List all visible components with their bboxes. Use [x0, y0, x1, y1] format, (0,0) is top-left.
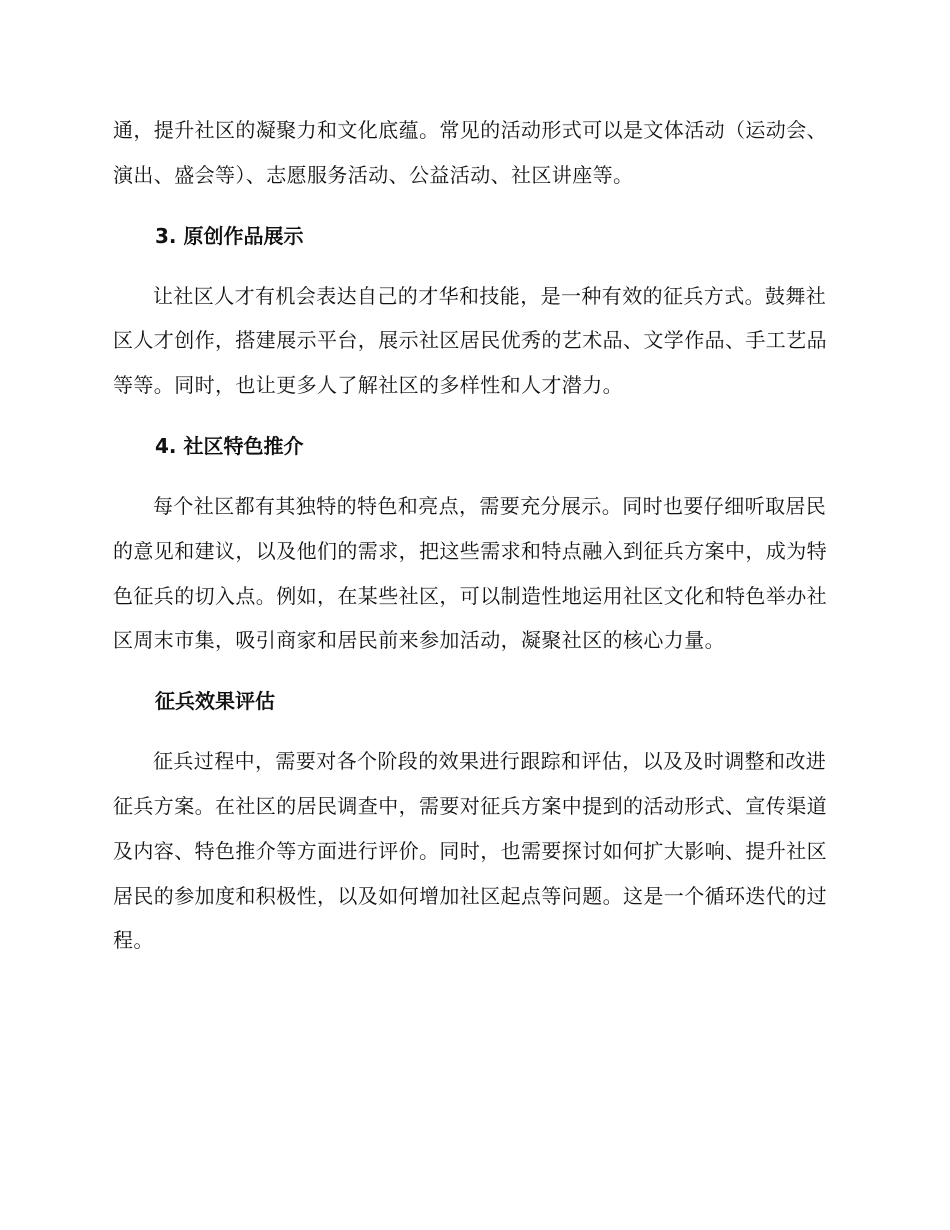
spacer — [113, 729, 835, 739]
heading-recruitment-evaluation: 征兵效果评估 — [155, 689, 275, 714]
paragraph-recruitment-evaluation: 征兵过程中，需要对各个阶段的效果进行跟踪和评估，以及及时调整和改进征兵方案。在社区的居民调查中，需要对征兵方案中提到的活动形式、宣传渠道及内容、特色推介等方面进行评价。同时，也需要探讨如何扩大影响、提升社区居民的参加度和积极性，以及如何增加社区起点等问题。这是一个循环迭代的过程。 — [113, 749, 827, 953]
spacer — [113, 474, 835, 484]
spacer — [113, 264, 835, 274]
spacer — [113, 198, 835, 208]
paragraph-original-works: 让社区人才有机会表达自己的才华和技能，是一种有效的征兵方式。鼓舞社区人才创作，搭建展示平台，展示社区居民优秀的艺术品、文学作品、手工艺品等等。同时，也让更多人了解社区的多样性和人才潜力。 — [113, 283, 827, 398]
spacer — [113, 408, 835, 418]
paragraph-activities-continued: 通，提升社区的凝聚力和文化底蕴。常见的活动形式可以是文体活动（运动会、演出、盛会等）、志愿服务活动、公益活动、社区讲座等。 — [113, 118, 827, 187]
heading-community-features: 4. 社区特色推介 — [155, 433, 304, 458]
document-body — [113, 108, 835, 963]
paragraph-community-features: 每个社区都有其独特的特色和亮点，需要充分展示。同时也要仔细听取居民的意见和建议，以及他们的需求，把这些需求和特点融入到征兵方案中，成为特色征兵的切入点。例如，在某些社区，可以制造性地运用社区文化和特色举办社区周末市集，吸引商家和居民前来参加活动，凝聚社区的核心力量。 — [113, 493, 827, 653]
heading-original-works: 3. 原创作品展示 — [155, 223, 304, 248]
spacer — [113, 663, 835, 673]
